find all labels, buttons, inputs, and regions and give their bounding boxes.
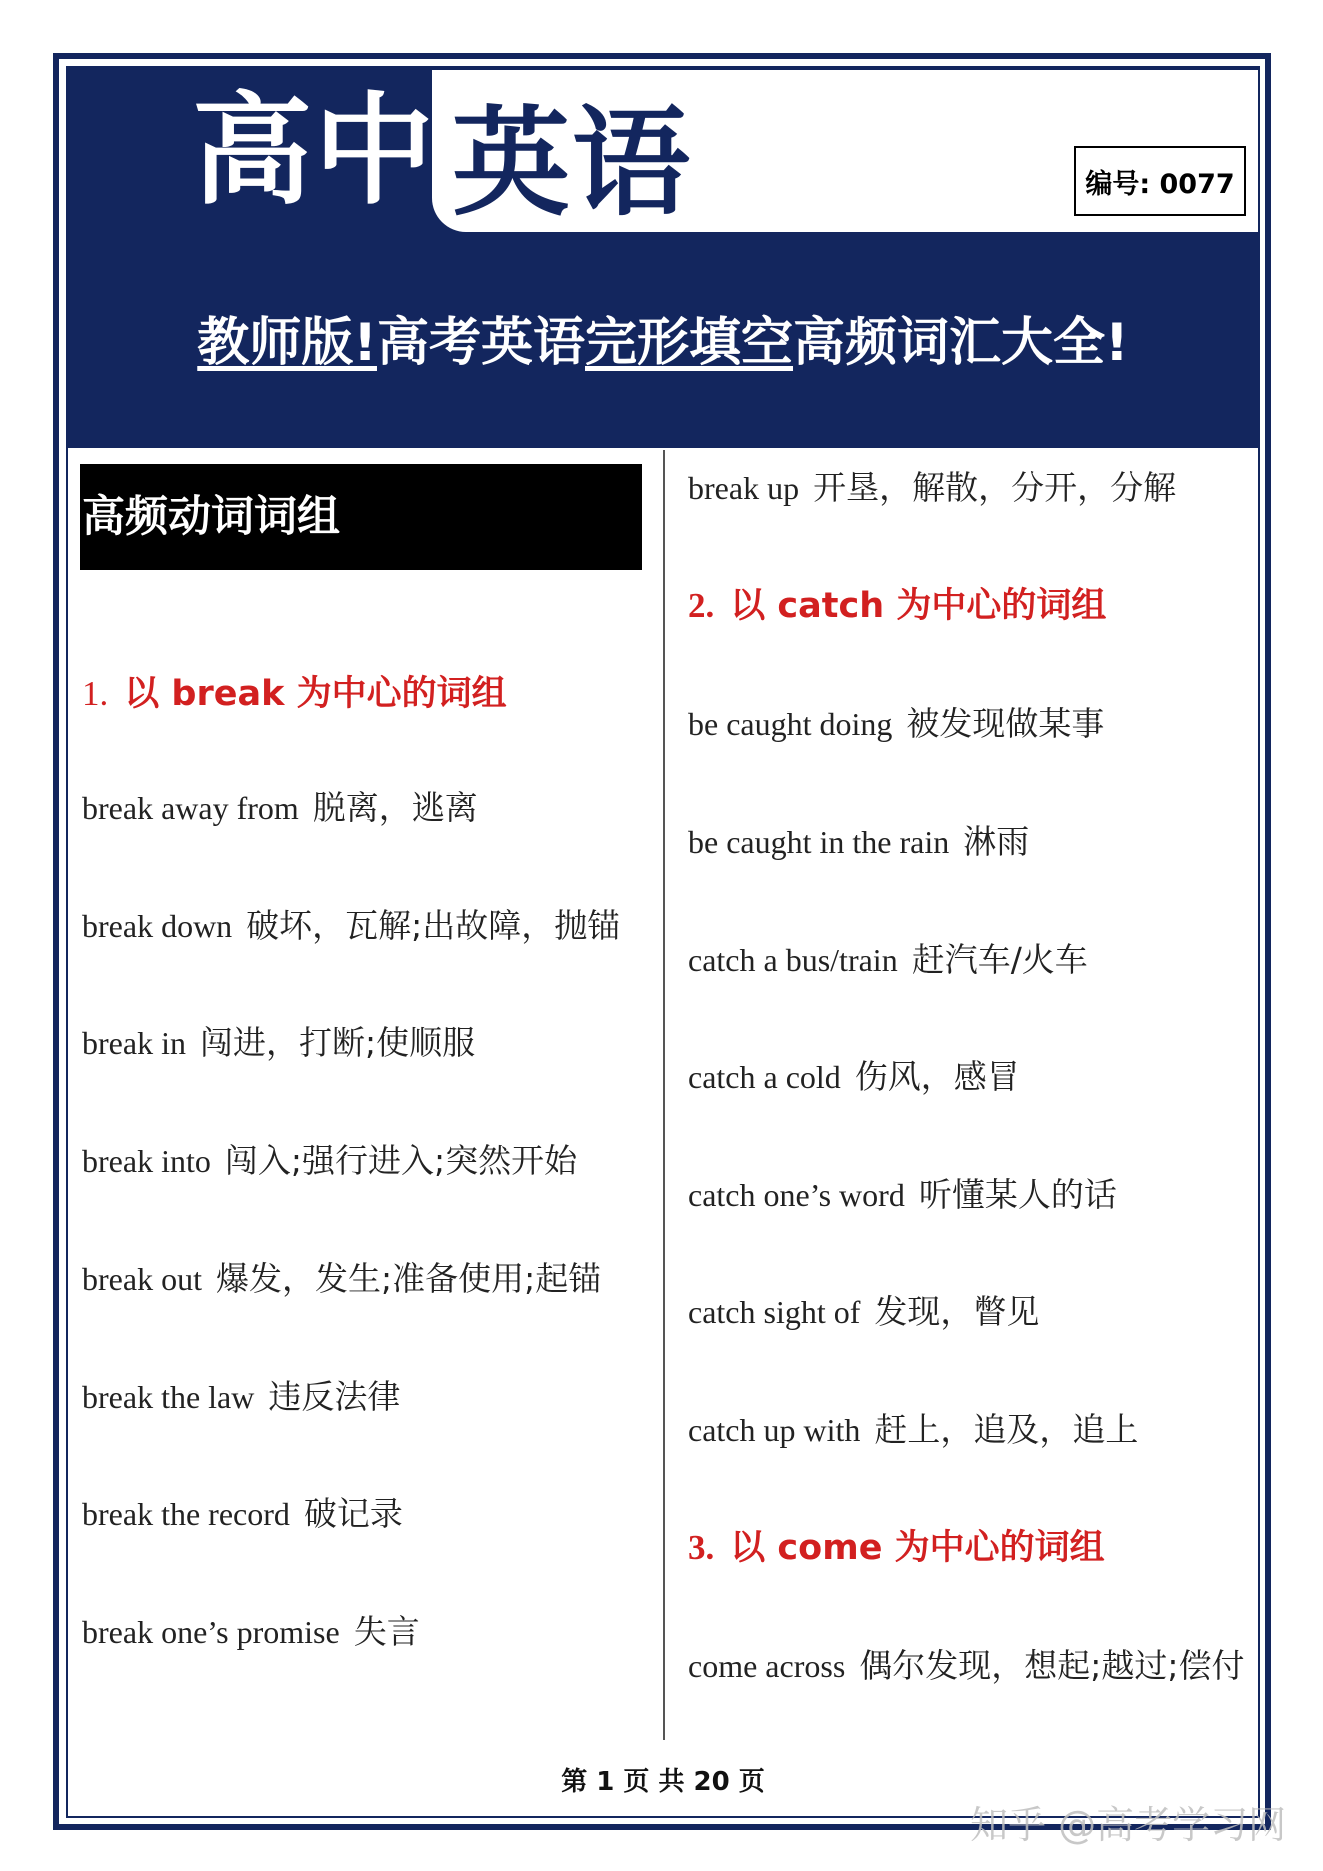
phrase-en: catch a cold bbox=[688, 1059, 841, 1095]
phrase-zh: 听懂某人的话 bbox=[918, 1175, 1117, 1214]
phrase-en: catch one’s word bbox=[688, 1177, 905, 1213]
heading-catch bbox=[688, 582, 1106, 630]
phrase-en: be caught doing bbox=[688, 706, 893, 742]
subtitle-part3: 完形填空 bbox=[585, 313, 794, 373]
list-item bbox=[82, 1492, 403, 1536]
list-item bbox=[688, 1408, 1138, 1452]
list-item bbox=[82, 1257, 601, 1301]
list-item bbox=[688, 1173, 1117, 1217]
phrase-en: break away from bbox=[82, 790, 299, 826]
list-item bbox=[688, 1644, 1245, 1688]
phrase-zh: 被发现做某事 bbox=[906, 704, 1105, 743]
heading-text: 以 catch 为中心的词组 bbox=[730, 586, 1107, 626]
heading-come bbox=[688, 1524, 1105, 1572]
phrase-en: catch a bus/train bbox=[688, 942, 898, 978]
phrase-zh: 闯入;强行进入;突然开始 bbox=[224, 1141, 578, 1180]
phrase-zh: 淋雨 bbox=[963, 822, 1030, 861]
phrase-en: catch up with bbox=[688, 1412, 861, 1448]
watermark: 知乎 @高考学习网 bbox=[970, 1803, 1287, 1847]
phrase-zh: 开垦，解散，分开，分解 bbox=[813, 468, 1177, 507]
column-divider bbox=[663, 450, 665, 1740]
phrase-zh: 闯进，打断;使顺服 bbox=[199, 1023, 476, 1062]
subtitle-part4: 高频词汇大全! bbox=[793, 313, 1129, 373]
heading-break bbox=[82, 670, 507, 718]
list-item bbox=[688, 938, 1088, 982]
heading-number: 1. bbox=[82, 674, 109, 713]
page-number: 第 1 页 共 20 页 bbox=[561, 1767, 765, 1797]
list-item bbox=[688, 1055, 1020, 1099]
heading-text: 以 come 为中心的词组 bbox=[730, 1528, 1105, 1568]
phrase-en: break one’s promise bbox=[82, 1614, 340, 1650]
phrase-en: catch sight of bbox=[688, 1294, 861, 1330]
phrase-zh: 赶上，追及，追上 bbox=[874, 1410, 1139, 1449]
list-item bbox=[82, 786, 478, 830]
list-item bbox=[82, 904, 620, 948]
section-title: 高频动词词组 bbox=[80, 464, 642, 570]
phrase-zh: 伤风，感冒 bbox=[854, 1057, 1020, 1096]
list-item bbox=[688, 702, 1104, 746]
phrase-zh: 失言 bbox=[353, 1612, 420, 1651]
phrase-zh: 爆发，发生;准备使用;起锚 bbox=[215, 1259, 602, 1298]
title-left: 高中 bbox=[192, 82, 436, 221]
list-item bbox=[82, 1375, 400, 1419]
phrase-zh: 违反法律 bbox=[268, 1377, 401, 1416]
phrase-zh: 偶尔发现，想起;越过;偿付 bbox=[859, 1646, 1245, 1685]
list-item bbox=[688, 820, 1029, 864]
heading-number: 3. bbox=[688, 1528, 715, 1567]
phrase-en: break the law bbox=[82, 1379, 255, 1415]
phrase-en: break down bbox=[82, 908, 233, 944]
phrase-en: come across bbox=[688, 1648, 846, 1684]
list-item bbox=[82, 1610, 420, 1654]
phrase-en: break in bbox=[82, 1025, 186, 1061]
phrase-zh: 发现，瞥见 bbox=[874, 1292, 1040, 1331]
phrase-zh: 破坏，瓦解;出故障，抛锚 bbox=[246, 906, 621, 945]
list-item bbox=[82, 1021, 475, 1065]
list-item bbox=[688, 1290, 1039, 1334]
title-right: 英语 bbox=[452, 94, 693, 232]
phrase-zh: 赶汽车/火车 bbox=[911, 940, 1088, 979]
phrase-en: break out bbox=[82, 1261, 202, 1297]
document-code: 编号: 0077 bbox=[1074, 146, 1246, 216]
phrase-en: break the record bbox=[82, 1496, 290, 1532]
heading-text: 以 break 为中心的词组 bbox=[124, 674, 507, 714]
subtitle-part1: 教师版! bbox=[197, 313, 377, 373]
phrase-zh: 破记录 bbox=[303, 1494, 403, 1533]
phrase-en: break up bbox=[688, 470, 800, 506]
heading-number: 2. bbox=[688, 586, 715, 625]
list-item bbox=[82, 1139, 577, 1183]
subtitle bbox=[68, 308, 1258, 378]
phrase-en: be caught in the rain bbox=[688, 824, 950, 860]
phrase-zh: 脱离，逃离 bbox=[312, 788, 478, 827]
phrase-en: break into bbox=[82, 1143, 211, 1179]
subtitle-part2: 高考英语 bbox=[376, 313, 585, 373]
list-item bbox=[688, 466, 1176, 510]
